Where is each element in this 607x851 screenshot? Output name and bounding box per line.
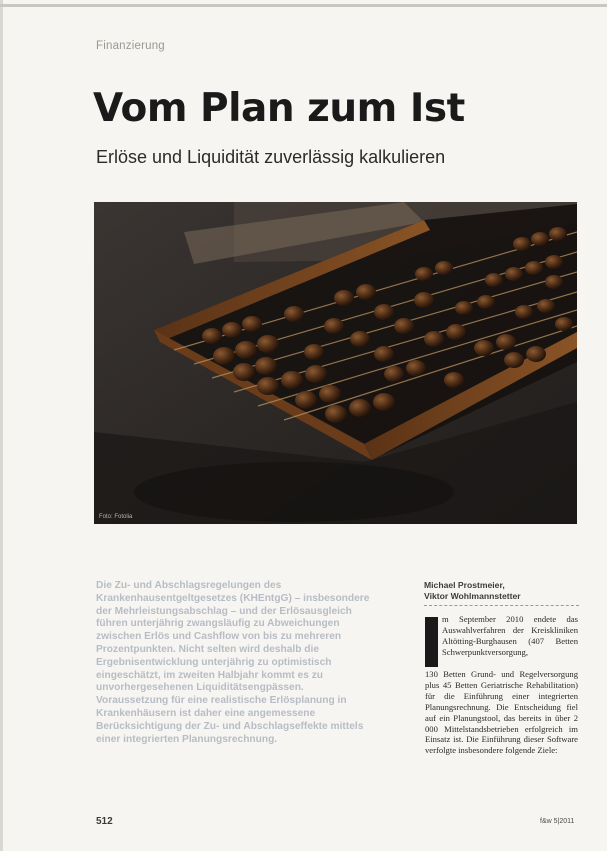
drop-cap-initial: [425, 617, 438, 667]
author-block: [424, 580, 584, 601]
top-rule: [0, 4, 607, 7]
section-label: Finanzierung: [96, 40, 165, 52]
page-edge: [0, 0, 3, 851]
article-lead: Die Zu- und Abschlagsregelungen des Krankenhausentgeltgesetzes (KHEntgG) – insbesondere der Mehrleistungsabschlag – und der Erlösausgleich führen unterjährig zwangsläufig zu Abweichungen zwischen Erlös und Cashflow von bis zu mehreren Prozentpunkten. Nicht selten wird deshalb die Ergebnisentwicklung unterjährig zu optimistisch eingeschätzt, im zweiten Halbjahr kommt es zu unvorhergesehenen Liquiditätsengpässen. Voraussetzung für eine realistische Erlösplanung in Krankenhäusern ist daher eine angemessene Berücksichtigung der Zu- und Abschlagseffekte mittels einer integrierten Planungsrechnung.: [96, 580, 370, 745]
journal-issue: f&w 5|2011: [540, 818, 575, 825]
body-text: 130 Betten Grund- und Regelversorgung plus 45 Betten Geriatrische Rehabilitation) für die Einführung einer integrierten Planungsrechnung. Die Entscheidung fiel auf ein Planungstool, das bereits in über 2 000 Mittelstandsbetrieben erfolgreich im Einsatz ist. Die Einführung dieser Software verfolgte insbesondere folgende Ziele:: [425, 669, 578, 756]
abacus-photo: [94, 202, 577, 524]
page-number: 512: [96, 816, 113, 827]
author-name: Michael Prostmeier,: [424, 580, 505, 590]
abacus-illustration: [94, 202, 577, 524]
article-subtitle: Erlöse und Liquidität zuverlässig kalkulieren: [96, 147, 446, 167]
article-title: Vom Plan zum Ist: [93, 86, 465, 131]
author-name: Viktor Wohlmannstetter: [424, 590, 521, 601]
body-text-first: m September 2010 endete das Auswahlverfahren der Kreiskliniken Altötting-Burghausen (407 Betten Schwerpunktversorgung,: [442, 614, 578, 657]
author-divider: [424, 605, 579, 606]
photo-credit: Foto: Fotolia: [99, 514, 133, 520]
